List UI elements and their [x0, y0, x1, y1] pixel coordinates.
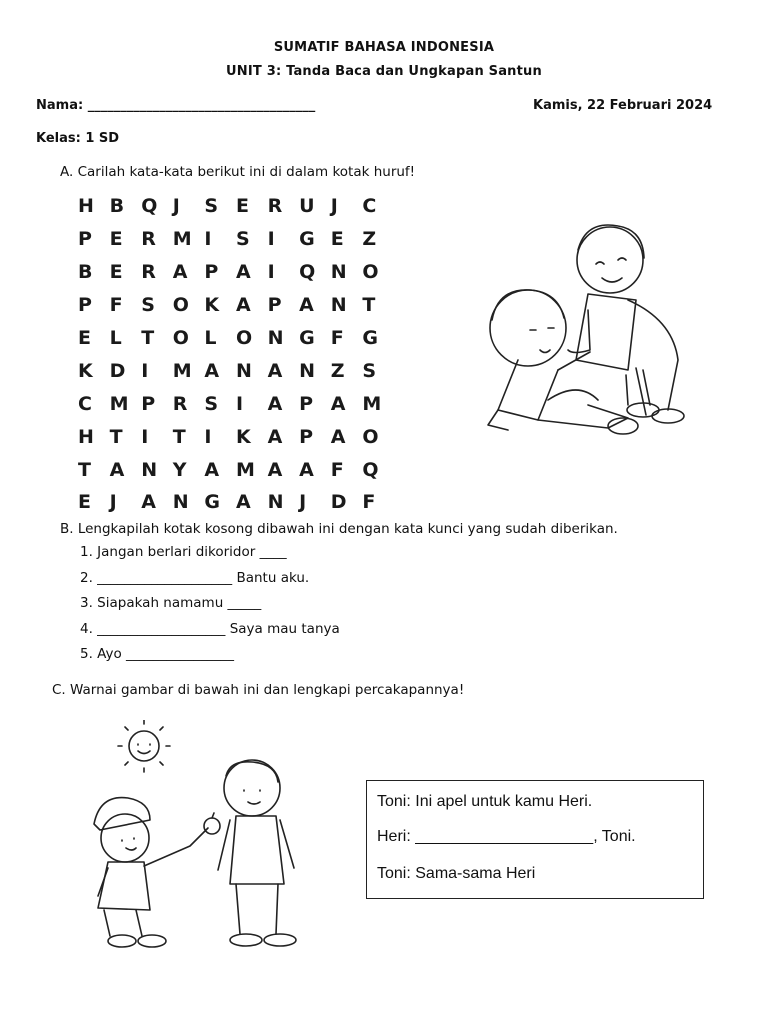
- children-helping-illustration: [478, 200, 698, 460]
- worksheet-title: SUMATIF BAHASA INDONESIA: [273, 40, 495, 55]
- grid-letter[interactable]: J: [330, 195, 339, 218]
- grid-letter[interactable]: N: [330, 294, 348, 317]
- grid-letter[interactable]: B: [109, 195, 126, 218]
- date-label: Kamis, 22 Februari 2024: [533, 98, 713, 113]
- grid-letter[interactable]: N: [235, 359, 253, 382]
- grid-letter[interactable]: G: [204, 491, 221, 514]
- grid-letter[interactable]: N: [141, 458, 159, 481]
- grid-letter[interactable]: T: [78, 458, 92, 481]
- grid-letter[interactable]: A: [267, 359, 284, 382]
- grid-letter[interactable]: A: [299, 294, 315, 317]
- grid-letter[interactable]: P: [78, 294, 93, 317]
- grid-letter[interactable]: M: [172, 228, 193, 251]
- grid-letter[interactable]: P: [78, 228, 93, 251]
- grid-letter[interactable]: G: [299, 327, 316, 349]
- grid-letter[interactable]: P: [299, 425, 315, 448]
- grid-letter[interactable]: D: [330, 491, 348, 514]
- grid-letter[interactable]: G: [299, 228, 316, 251]
- apple-icon: [204, 818, 220, 834]
- grid-letter[interactable]: S: [362, 359, 378, 382]
- grid-row: [78, 486, 394, 519]
- grid-letter[interactable]: K: [204, 294, 221, 317]
- grid-letter[interactable]: E: [109, 228, 124, 251]
- grid-letter[interactable]: S: [204, 392, 220, 415]
- grid-row: [78, 223, 394, 256]
- grid-letter[interactable]: B: [78, 261, 94, 284]
- grid-letter[interactable]: A: [141, 491, 157, 514]
- grid-letter[interactable]: R: [172, 392, 189, 415]
- grid-letter[interactable]: A: [267, 458, 284, 481]
- grid-letter[interactable]: R: [267, 195, 284, 218]
- class-label: Kelas: 1 SD: [36, 131, 120, 146]
- grid-letter[interactable]: I: [235, 392, 245, 415]
- grid-letter[interactable]: T: [362, 294, 377, 317]
- grid-letter[interactable]: J: [299, 491, 308, 514]
- dialog-line-2[interactable]: Heri: ____________________, Toni.: [377, 828, 636, 845]
- grid-letter[interactable]: O: [235, 327, 254, 349]
- grid-letter[interactable]: S: [204, 195, 220, 218]
- question-2[interactable]: 2. ____________________ Bantu aku.: [80, 570, 310, 586]
- grid-letter[interactable]: Z: [362, 228, 378, 251]
- grid-letter[interactable]: A: [267, 392, 284, 415]
- grid-letter[interactable]: A: [235, 491, 252, 514]
- grid-letter[interactable]: D: [109, 359, 127, 382]
- grid-letter[interactable]: J: [109, 491, 118, 514]
- grid-letter[interactable]: O: [172, 294, 190, 317]
- dialog-line-3: Toni: Sama-sama Heri: [377, 865, 536, 882]
- standing-boy-head: [577, 227, 643, 293]
- grid-letter[interactable]: P: [141, 392, 157, 415]
- grid-letter[interactable]: A: [204, 359, 221, 382]
- grid-letter[interactable]: H: [78, 195, 95, 218]
- grid-row: [78, 190, 394, 223]
- grid-letter[interactable]: S: [141, 294, 156, 317]
- sun-icon: [118, 720, 170, 772]
- grid-letter[interactable]: U: [299, 195, 316, 218]
- grid-letter[interactable]: A: [235, 261, 252, 284]
- grid-letter[interactable]: O: [362, 261, 380, 284]
- grid-letter[interactable]: N: [330, 261, 348, 284]
- grid-letter[interactable]: J: [172, 195, 181, 218]
- grid-letter[interactable]: F: [330, 458, 345, 481]
- grid-letter[interactable]: M: [109, 392, 130, 415]
- grid-letter[interactable]: T: [141, 327, 156, 349]
- grid-letter[interactable]: C: [78, 392, 93, 415]
- section-c-instruction: C. Warnai gambar di bawah ini dan lengkapi percakapannya!: [52, 682, 465, 698]
- grid-letter[interactable]: M: [235, 458, 256, 481]
- grid-letter[interactable]: I: [141, 425, 150, 448]
- grid-letter[interactable]: A: [235, 294, 252, 317]
- sitting-boy-shirt: [498, 360, 558, 420]
- grid-letter[interactable]: A: [267, 425, 284, 448]
- grid-letter[interactable]: P: [267, 294, 283, 317]
- grid-letter[interactable]: I: [267, 261, 276, 284]
- grid-row: [78, 387, 394, 420]
- grid-letter[interactable]: G: [362, 327, 379, 349]
- grid-letter[interactable]: Q: [141, 195, 159, 218]
- grid-row: [78, 354, 394, 387]
- grid-letter[interactable]: F: [362, 491, 377, 514]
- grid-letter[interactable]: A: [299, 458, 315, 481]
- grid-letter[interactable]: N: [267, 327, 285, 349]
- grid-letter[interactable]: L: [204, 327, 218, 349]
- question-1[interactable]: 1. Jangan berlari dikoridor ____: [80, 544, 287, 560]
- section-a-instruction: A. Carilah kata-kata berikut ini di dalam kotak huruf!: [60, 164, 416, 180]
- grid-letter[interactable]: O: [362, 425, 380, 448]
- grid-letter[interactable]: T: [109, 425, 124, 448]
- grid-letter[interactable]: Z: [330, 359, 346, 382]
- question-5[interactable]: 5. Ayo ________________: [80, 646, 235, 662]
- grid-letter[interactable]: A: [204, 458, 221, 481]
- grid-letter[interactable]: P: [204, 261, 220, 284]
- grid-letter[interactable]: A: [330, 425, 347, 448]
- grid-letter[interactable]: I: [204, 228, 213, 251]
- dialog-line-1: Toni: Ini apel untuk kamu Heri.: [377, 793, 593, 810]
- grid-letter[interactable]: I: [141, 359, 150, 382]
- grid-letter[interactable]: N: [299, 359, 317, 382]
- grid-letter[interactable]: R: [141, 228, 157, 251]
- grid-letter[interactable]: I: [204, 425, 213, 448]
- grid-letter[interactable]: K: [78, 359, 94, 382]
- question-4[interactable]: 4. ___________________ Saya mau tanya: [80, 621, 340, 637]
- grid-letter[interactable]: F: [330, 327, 345, 349]
- grid-letter[interactable]: E: [78, 491, 92, 514]
- worksheet-subtitle: UNIT 3: Tanda Baca dan Ungkapan Santun: [226, 64, 542, 79]
- grid-letter[interactable]: E: [109, 261, 124, 284]
- grid-letter[interactable]: R: [141, 261, 157, 284]
- grid-letter[interactable]: H: [78, 425, 95, 448]
- grid-row: [78, 322, 394, 355]
- grid-letter[interactable]: E: [78, 327, 92, 349]
- boys-apple-illustration: [80, 720, 350, 952]
- grid-letter[interactable]: Y: [172, 458, 188, 481]
- grid-letter[interactable]: N: [267, 491, 285, 514]
- grid-letter[interactable]: P: [299, 392, 315, 415]
- standing-boy-shirt: [576, 294, 636, 370]
- grid-letter[interactable]: A: [172, 261, 189, 284]
- grid-letter[interactable]: Q: [299, 261, 317, 284]
- grid-letter[interactable]: S: [235, 228, 251, 251]
- word-search-grid[interactable]: [78, 190, 394, 519]
- dialog-box: [366, 780, 704, 899]
- grid-row: [78, 289, 394, 322]
- grid-letter[interactable]: L: [109, 327, 123, 349]
- grid-row: [78, 453, 394, 486]
- question-3[interactable]: 3. Siapakah namamu _____: [80, 595, 262, 611]
- grid-letter[interactable]: M: [172, 359, 193, 382]
- grid-letter[interactable]: Q: [362, 458, 380, 481]
- grid-letter[interactable]: A: [330, 392, 347, 415]
- grid-letter[interactable]: K: [235, 425, 252, 448]
- grid-letter[interactable]: M: [362, 392, 383, 415]
- grid-row: [78, 420, 394, 453]
- grid-letter[interactable]: A: [109, 458, 126, 481]
- grid-letter[interactable]: N: [172, 491, 190, 514]
- grid-letter[interactable]: I: [267, 228, 276, 251]
- grid-row: [78, 256, 394, 289]
- section-b-instruction: B. Lengkapilah kotak kosong dibawah ini dengan kata kunci yang sudah diberikan.: [60, 521, 618, 537]
- grid-letter[interactable]: E: [235, 195, 250, 218]
- grid-letter[interactable]: E: [330, 228, 345, 251]
- grid-letter[interactable]: F: [109, 294, 124, 317]
- name-field[interactable]: Nama: ___________________________________: [36, 98, 316, 113]
- grid-letter[interactable]: T: [172, 425, 187, 448]
- grid-letter[interactable]: O: [172, 327, 190, 349]
- grid-letter[interactable]: C: [362, 195, 378, 218]
